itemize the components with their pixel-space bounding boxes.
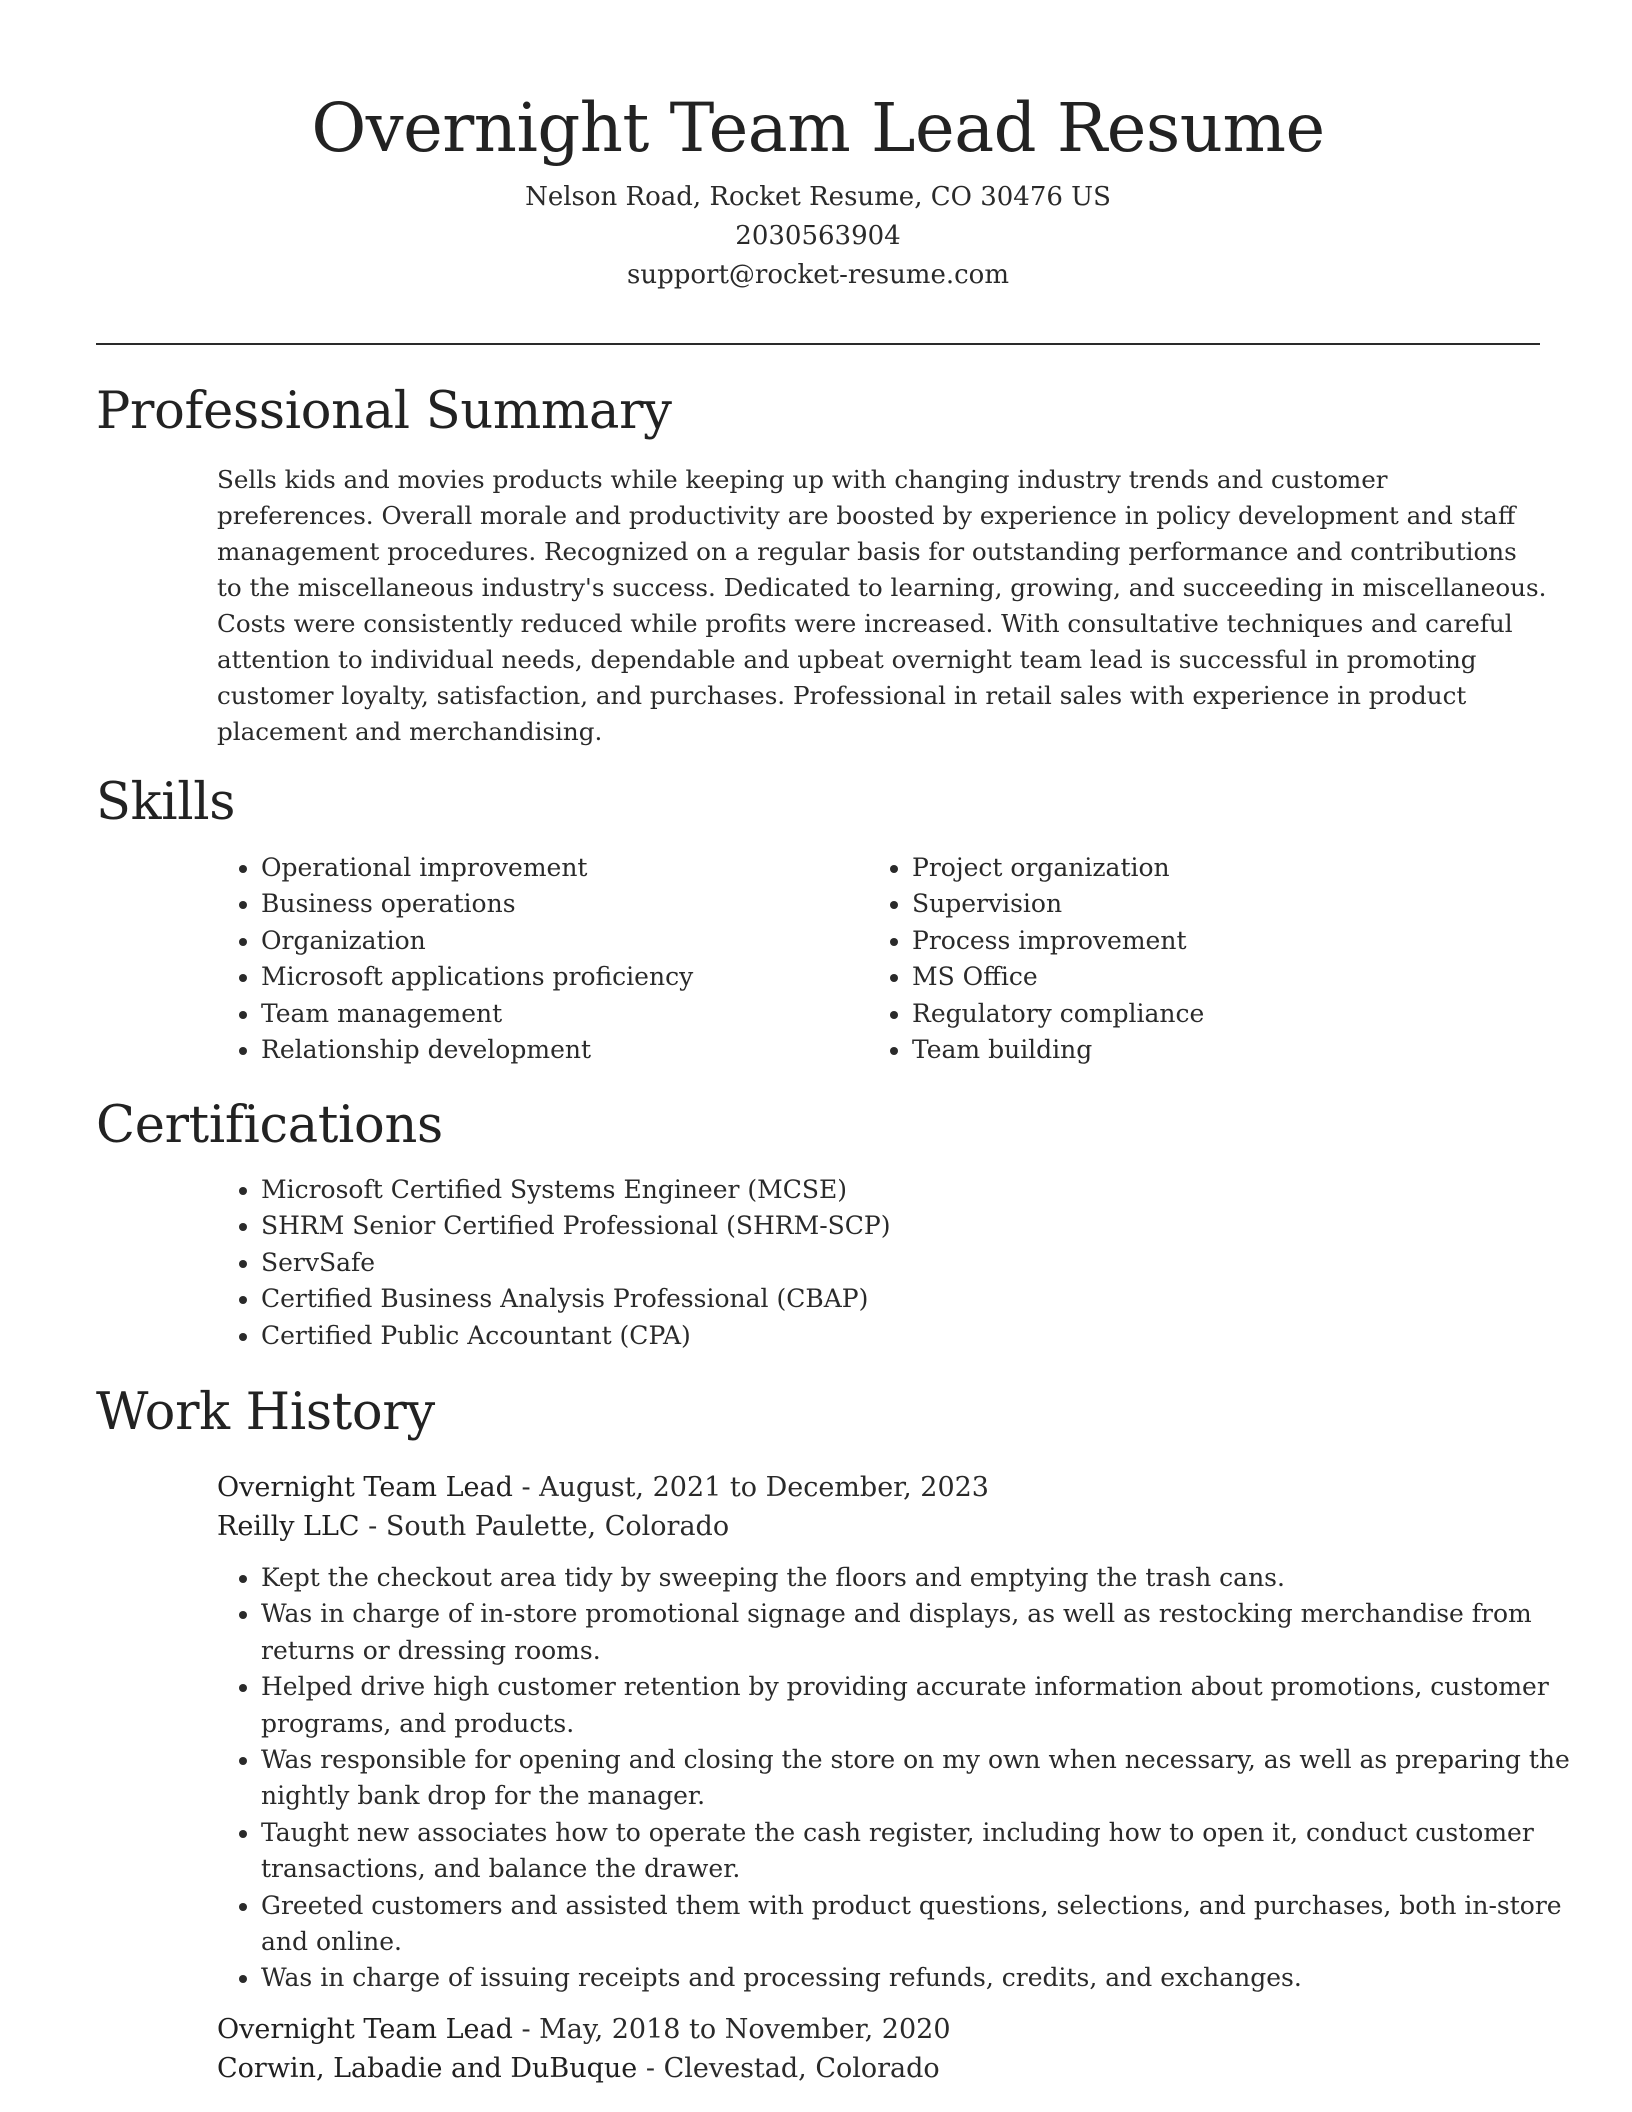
skills-list-left <box>217 850 861 1068</box>
certification-item: • Certified Business Analysis Professional (CBAP) <box>261 1281 1461 1317</box>
job-bullet: • Was in charge of issuing receipts and processing refunds, credits, and exchanges. <box>261 1960 1591 1996</box>
certification-item: • Microsoft Certified Systems Engineer (MCSE) <box>261 1172 1461 1208</box>
job-header <box>217 2010 951 2088</box>
resume-header <box>96 0 1540 295</box>
skill-item: • Supervision <box>912 886 1512 922</box>
skills-heading: Skills <box>96 773 236 832</box>
contact-phone: 2030563904 <box>735 221 901 251</box>
certification-item: • SHRM Senior Certified Professional (SHRM-SCP) <box>261 1208 1461 1244</box>
skill-item: • Relationship development <box>261 1032 861 1068</box>
header-divider <box>96 343 1540 345</box>
certifications-list <box>217 1172 1461 1354</box>
skill-item: • Business operations <box>261 886 861 922</box>
job-bullet: • Greeted customers and assisted them with product questions, selections, and purchases, both in-store and online. <box>261 1888 1591 1961</box>
certifications-heading: Certifications <box>96 1096 443 1155</box>
job-dates: - August, 2021 to December, 2023 <box>512 1472 989 1503</box>
skill-item: • Organization <box>261 923 861 959</box>
job-bullet: • Taught new associates how to operate the cash register, including how to open it, conduct customer transactions, and balance the drawer. <box>261 1815 1591 1888</box>
skill-item: • Microsoft applications proficiency <box>261 959 861 995</box>
certification-item: • ServSafe <box>261 1245 1461 1281</box>
skill-item: • MS Office <box>912 959 1512 995</box>
job-bullets <box>217 1560 1591 1997</box>
resume-page <box>96 0 1570 2084</box>
job-location: - South Paulette, Colorado <box>359 1511 730 1542</box>
skill-item: • Process improvement <box>912 923 1512 959</box>
job-role: Overnight Team Lead <box>217 1472 513 1503</box>
job-dates: - May, 2018 to November, 2020 <box>512 2014 951 2045</box>
job-title-line <box>217 2010 951 2049</box>
certification-item: • Certified Public Accountant (CPA) <box>261 1318 1461 1354</box>
job-bullet: • Was responsible for opening and closing the store on my own when necessary, as well as preparing the nightly bank drop for the manager. <box>261 1742 1591 1815</box>
summary-heading: Professional Summary <box>96 382 672 441</box>
resume-title: Overnight Team Lead Resume <box>311 89 1325 167</box>
skill-item: • Project organization <box>912 850 1512 886</box>
job-header <box>217 1468 989 1546</box>
contact-info <box>96 178 1540 295</box>
work-history-heading: Work History <box>96 1383 435 1442</box>
job-bullet: • Was in charge of in-store promotional signage and displays, as well as restocking merchandise from returns or dressing rooms. <box>261 1596 1591 1669</box>
skill-item: • Team building <box>912 1032 1512 1068</box>
job-role: Overnight Team Lead <box>217 2014 513 2045</box>
job-location: - Clevestad, Colorado <box>637 2053 940 2084</box>
job-company: Corwin, Labadie and DuBuque <box>217 2053 638 2084</box>
skill-item: • Team management <box>261 996 861 1032</box>
contact-email: support@rocket-resume.com <box>626 260 1009 290</box>
job-company-line <box>217 2049 951 2088</box>
skill-item: • Operational improvement <box>261 850 861 886</box>
job-title-line <box>217 1468 989 1507</box>
skills-list-right <box>868 850 1512 1068</box>
job-bullet: • Kept the checkout area tidy by sweeping the floors and emptying the trash cans. <box>261 1560 1591 1596</box>
contact-address: Nelson Road, Rocket Resume, CO 30476 US <box>525 182 1111 212</box>
job-company-line <box>217 1507 989 1546</box>
job-bullet: • Helped drive high customer retention by providing accurate information about promotions, customer programs, and products. <box>261 1669 1591 1742</box>
summary-text: Sells kids and movies products while keeping up with changing industry trends and customer preferences. Overall morale and productivity are boosted by experience in policy development and staff management procedures. Recognized on a regular basis for outstanding performance and contributions to the miscellaneous industry's success. Dedicated to learning, growing, and succeeding in miscellaneous. Costs were consistently reduced while profits were increased. With consultative techniques and careful attention to individual needs, dependable and upbeat overnight team lead is successful in promoting customer loyalty, satisfaction, and purchases. Professional in retail sales with experience in product placement and merchandising. <box>217 465 1547 746</box>
job-company: Reilly LLC <box>217 1511 360 1542</box>
skill-item: • Regulatory compliance <box>912 996 1512 1032</box>
